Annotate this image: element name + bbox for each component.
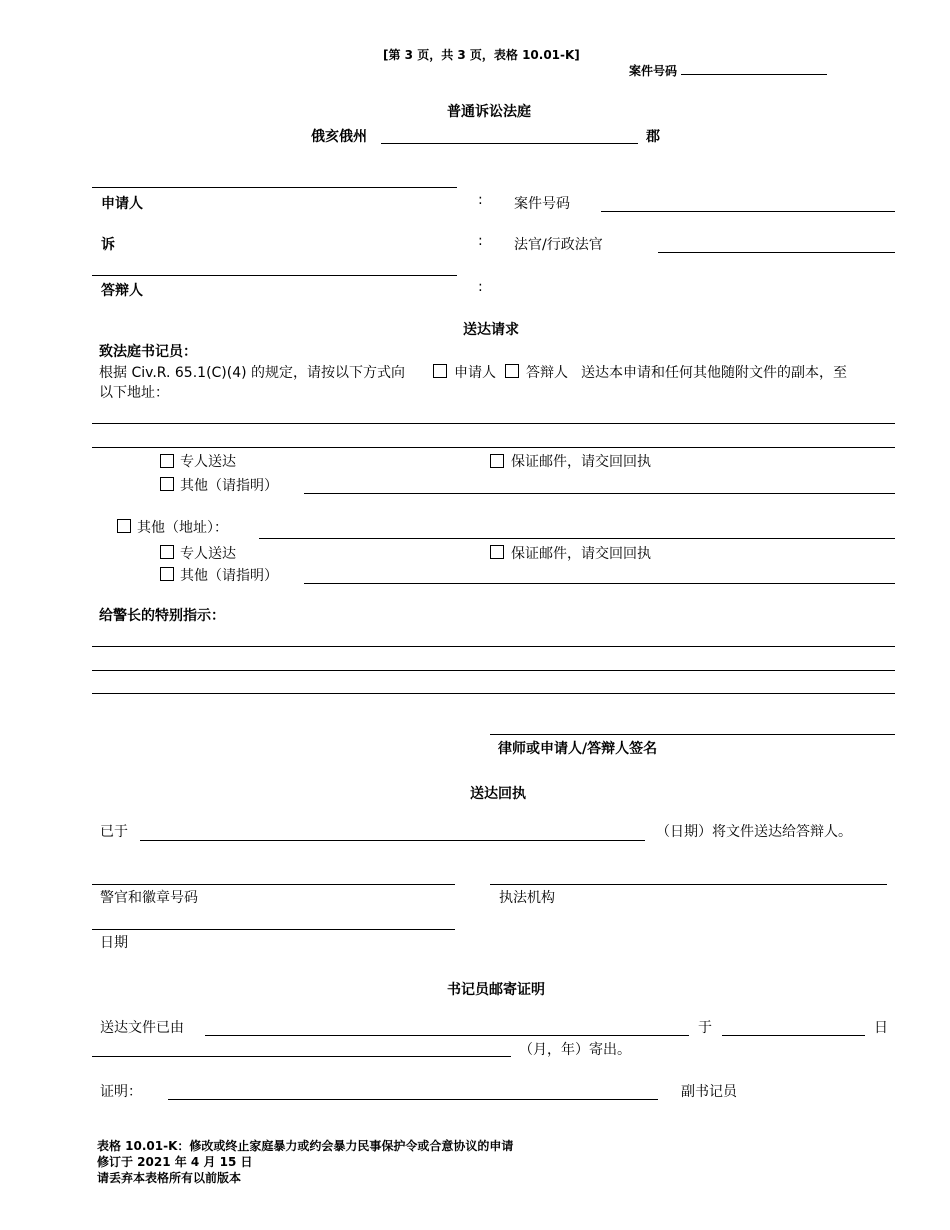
caption-colon: : bbox=[478, 192, 483, 208]
petitioner-option-label: 申请人 bbox=[454, 365, 496, 381]
instructions-line-2[interactable] bbox=[92, 670, 895, 671]
page-info: [第 3 页，共 3 页，表格 10.01-K] bbox=[383, 48, 580, 62]
personal-service-checkbox-2[interactable] bbox=[160, 545, 174, 559]
deputy-clerk-label: 副书记员 bbox=[681, 1084, 737, 1100]
state-label: 俄亥俄州 bbox=[311, 129, 367, 145]
mailing-day-line[interactable] bbox=[722, 1035, 865, 1036]
signature-label: 律师或申请人/答辩人签名 bbox=[498, 741, 658, 757]
agency-label: 执法机构 bbox=[499, 890, 555, 906]
respondent-checkbox[interactable] bbox=[505, 364, 519, 378]
month-year-label: （月，年）寄出。 bbox=[519, 1042, 631, 1058]
request-paragraph-part2: 送达本申请和任何其他随附文件的副本，至 bbox=[581, 365, 847, 381]
instructions-line-1[interactable] bbox=[92, 646, 895, 647]
service-request-title: 送达请求 bbox=[463, 322, 519, 338]
on-label: 于 bbox=[698, 1020, 712, 1036]
personal-service-label-2: 专人送达 bbox=[180, 546, 236, 562]
signature-line[interactable] bbox=[490, 734, 895, 735]
petitioner-checkbox[interactable] bbox=[433, 364, 447, 378]
address-line-1[interactable] bbox=[92, 423, 895, 424]
day-label: 日 bbox=[874, 1020, 888, 1036]
return-date-label: 日期 bbox=[100, 935, 128, 951]
request-paragraph-line2: 以下地址： bbox=[99, 385, 169, 401]
other-address-checkbox[interactable] bbox=[117, 519, 131, 533]
officer-line[interactable] bbox=[92, 884, 455, 885]
other-specify-label: 其他（请指明） bbox=[180, 478, 278, 494]
header-case-number-label: 案件号码 bbox=[629, 64, 678, 78]
respondent-line[interactable] bbox=[92, 275, 457, 276]
certified-mail-label: 保证邮件，请交回回执 bbox=[511, 454, 651, 470]
personal-service-checkbox[interactable] bbox=[160, 454, 174, 468]
return-of-service-title: 送达回执 bbox=[470, 786, 526, 802]
caption-case-number-line[interactable] bbox=[601, 211, 895, 212]
return-date-line[interactable] bbox=[92, 929, 455, 930]
caption-case-number-label: 案件号码 bbox=[514, 196, 570, 212]
mailed-by-label: 送达文件已由 bbox=[100, 1020, 184, 1036]
address-line-2[interactable] bbox=[92, 447, 895, 448]
agency-line[interactable] bbox=[490, 884, 887, 885]
judge-label: 法官/行政法官 bbox=[514, 237, 603, 253]
certified-label: 证明： bbox=[100, 1084, 142, 1100]
sheriff-instructions-label: 给警长的特别指示： bbox=[99, 608, 225, 624]
respondent-label: 答辩人 bbox=[101, 283, 143, 299]
other-specify-checkbox[interactable] bbox=[160, 477, 174, 491]
clerk-cert-title: 书记员邮寄证明 bbox=[447, 982, 545, 998]
court-title: 普通诉讼法庭 bbox=[447, 104, 531, 120]
caption-colon: : bbox=[478, 233, 483, 249]
certified-mail-label-2: 保证邮件，请交回回执 bbox=[511, 546, 651, 562]
officer-label: 警官和徽章号码 bbox=[100, 890, 198, 906]
caption-colon: : bbox=[478, 279, 483, 295]
mailed-by-line[interactable] bbox=[205, 1035, 689, 1036]
month-year-line[interactable] bbox=[92, 1056, 511, 1057]
instructions-line-3[interactable] bbox=[92, 693, 895, 694]
other-specify-label-2: 其他（请指明） bbox=[180, 568, 278, 584]
footer-form-title: 表格 10.01-K：修改或终止家庭暴力或约会暴力民事保护令或合意协议的申请 bbox=[97, 1139, 514, 1153]
served-on-label: 已于 bbox=[100, 824, 128, 840]
other-specify-line[interactable] bbox=[304, 493, 895, 494]
other-specify-line-2[interactable] bbox=[304, 583, 895, 584]
other-address-line[interactable] bbox=[259, 538, 895, 539]
versus-label: 诉 bbox=[101, 237, 115, 253]
county-line[interactable] bbox=[381, 143, 638, 144]
county-suffix: 郡 bbox=[646, 129, 660, 145]
petitioner-label: 申请人 bbox=[101, 196, 143, 212]
petitioner-line[interactable] bbox=[92, 187, 457, 188]
to-clerk-label: 致法庭书记员： bbox=[99, 344, 197, 360]
certified-mail-checkbox[interactable] bbox=[490, 454, 504, 468]
request-paragraph-part1: 根据 Civ.R. 65.1(C)(4) 的规定，请按以下方式向 bbox=[99, 365, 406, 381]
service-date-suffix: （日期）将文件送达给答辩人。 bbox=[656, 824, 852, 840]
other-specify-checkbox-2[interactable] bbox=[160, 567, 174, 581]
certified-line[interactable] bbox=[168, 1099, 658, 1100]
personal-service-label: 专人送达 bbox=[180, 454, 236, 470]
judge-line[interactable] bbox=[658, 252, 895, 253]
respondent-option-label: 答辩人 bbox=[526, 365, 568, 381]
certified-mail-checkbox-2[interactable] bbox=[490, 545, 504, 559]
header-case-number-line[interactable] bbox=[681, 74, 827, 75]
other-address-label: 其他（地址）： bbox=[137, 520, 228, 536]
footer-revised: 修订于 2021 年 4 月 15 日 bbox=[97, 1155, 253, 1169]
footer-discard: 请丢弃本表格所有以前版本 bbox=[97, 1171, 242, 1185]
service-date-line[interactable] bbox=[140, 840, 645, 841]
